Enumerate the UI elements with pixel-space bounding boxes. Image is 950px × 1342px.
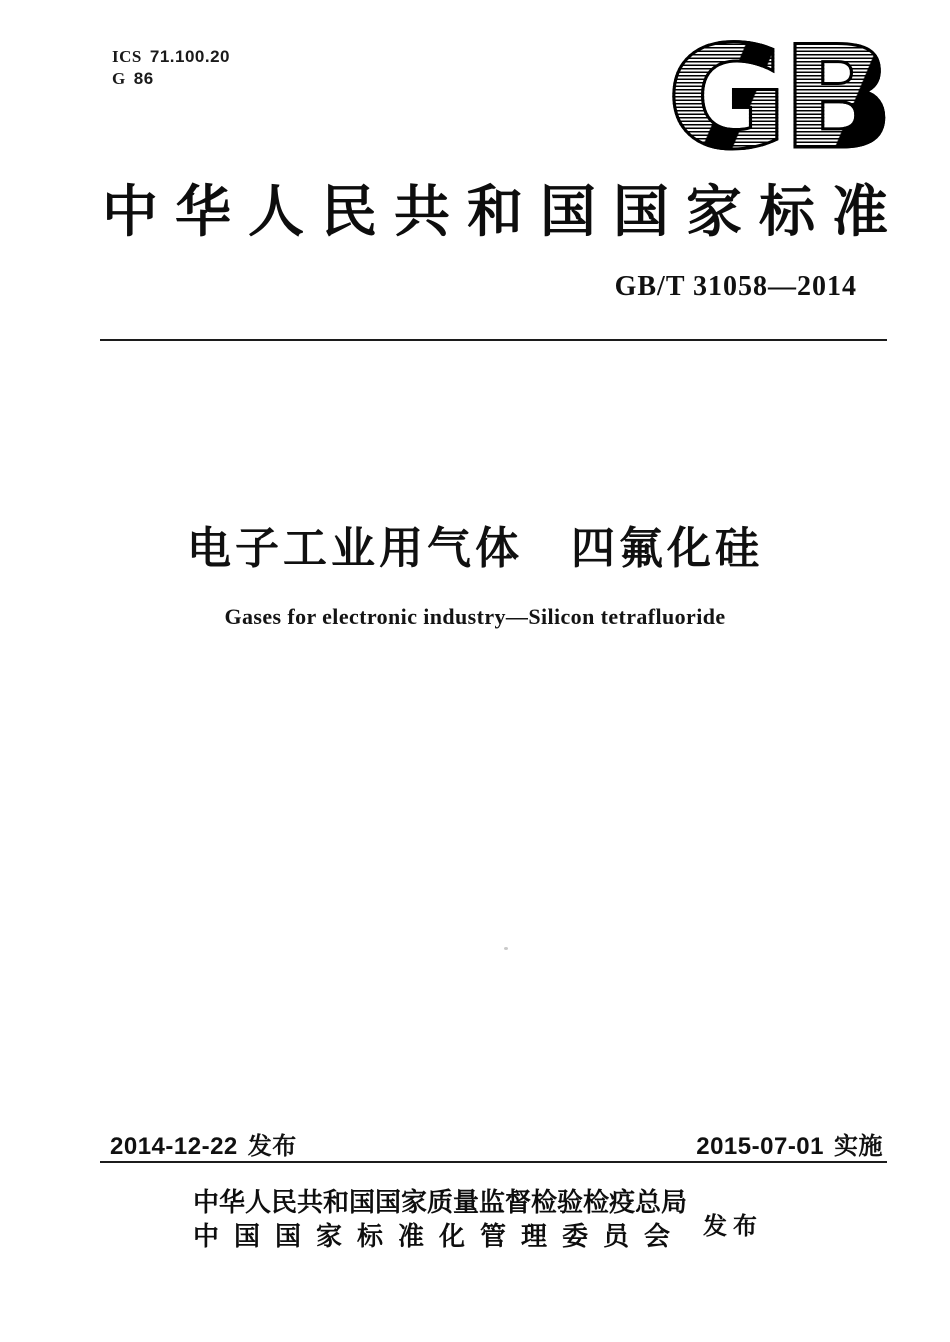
standard-title-chinese: 电子工业用气体 四氟化硅: [187, 524, 763, 573]
implementation-date-group: [696, 1126, 883, 1161]
publisher-block: [0, 1186, 950, 1254]
standard-title-english: Gases for electronic industry—Silicon tetrafluoride: [224, 604, 726, 629]
gb-logo: [666, 16, 888, 181]
scan-artifact-dot: [504, 947, 508, 950]
class-label: G: [112, 69, 126, 88]
national-standard-heading: 中华人民共和国国家标准: [102, 182, 905, 244]
publish-label: 发 布: [703, 1213, 757, 1240]
ics-code: 71.100.20: [149, 47, 230, 66]
standard-number: GB/T 31058—2014: [614, 271, 857, 302]
header-divider-rule: [100, 339, 887, 341]
dates-row: [110, 1126, 883, 1161]
issue-date: 2014-12-22: [110, 1133, 238, 1160]
issue-date-label: 发布: [247, 1133, 297, 1160]
ics-label: ICS: [112, 47, 142, 66]
footer-divider-rule: [100, 1161, 887, 1163]
gb-logo-text: GB: [666, 16, 888, 181]
issuer-line-2: 中国国家标准化管理委员会: [193, 1222, 686, 1251]
ics-classification-block: [112, 46, 230, 90]
ics-code-line: [112, 46, 230, 68]
implementation-date: 2015-07-01: [696, 1133, 824, 1160]
implementation-date-label: 实施: [834, 1133, 883, 1160]
issuer-line-1: 中华人民共和国国家质量监督检验检疫总局: [193, 1188, 688, 1217]
issue-date-group: [110, 1126, 297, 1161]
class-code-line: [112, 68, 230, 90]
class-code: 86: [133, 69, 154, 88]
issuer-lines: [193, 1186, 687, 1254]
